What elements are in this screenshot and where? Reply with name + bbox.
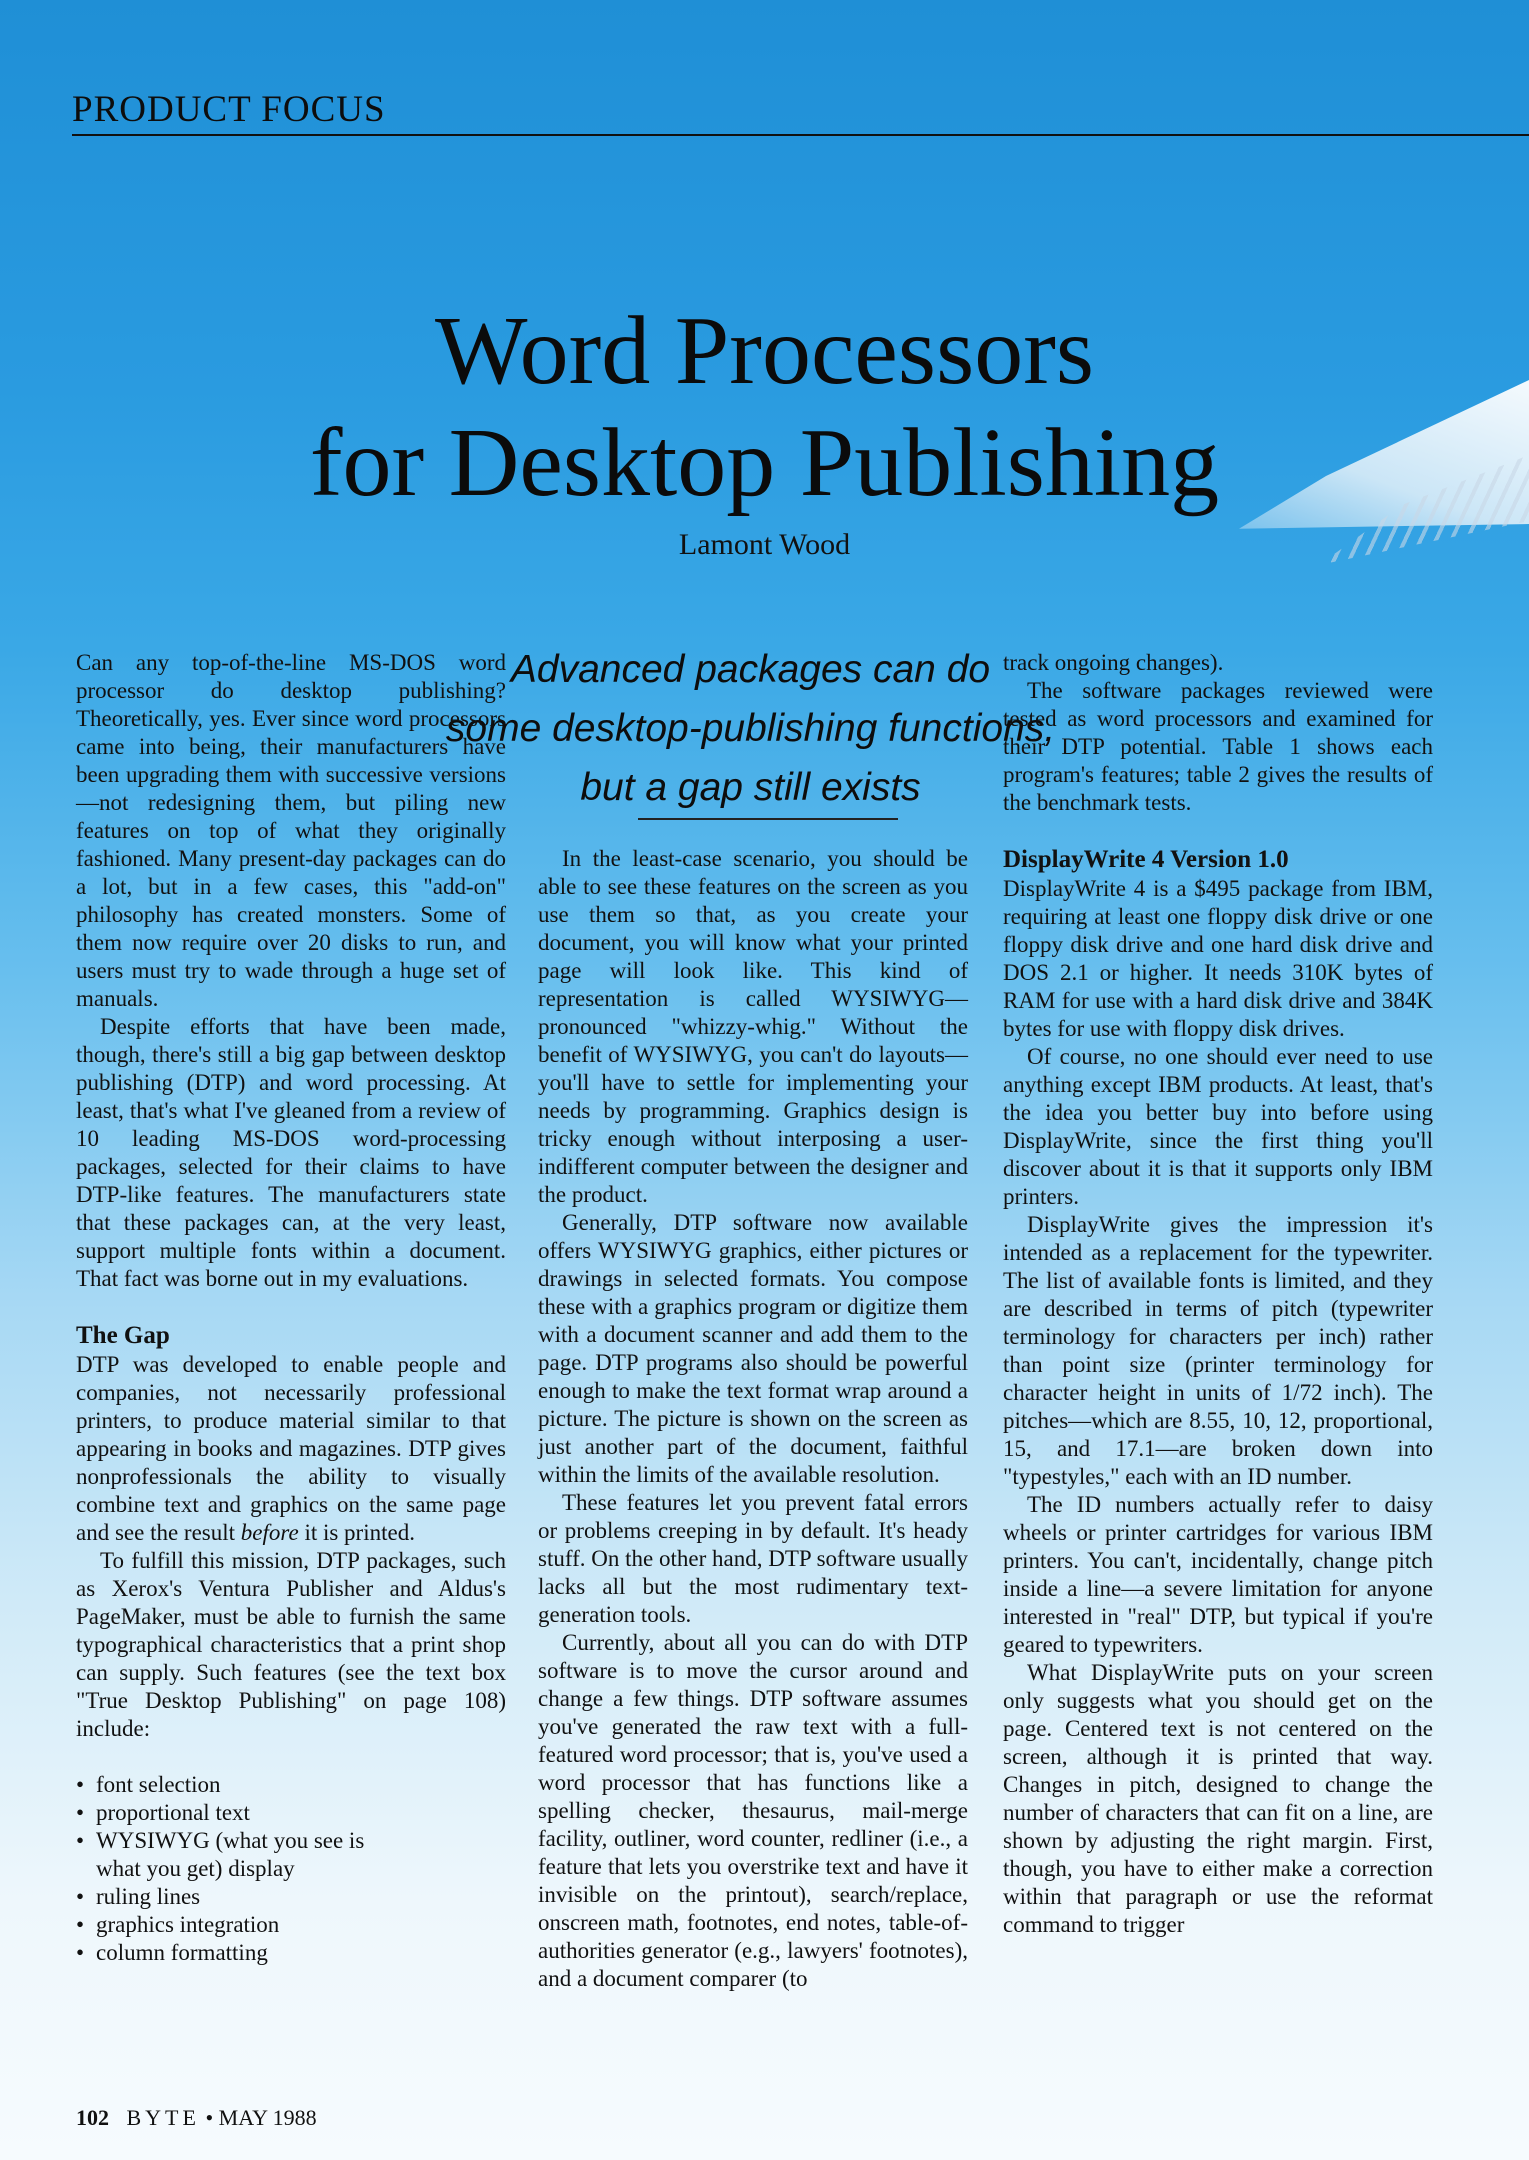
paragraph: DTP was developed to enable people and companies, not necessarily professional printers, to produce material similar to that appearing in books and magazines. DTP gives nonprofessionals the ability to visually combine text and graphics on the same page and see the result before it is printed. xyxy=(76,1352,506,1545)
paragraph: The ID numbers actually refer to daisy wheels or printer cartridges for various IBM printers. You can't, incidentally, change pitch inside a line—a severe limitation for anyone interested in "real" DTP, but typical if you're geared to typewriters. xyxy=(1003,1492,1433,1657)
column-1 xyxy=(76,649,506,1967)
list-item: • WYSIWYG (what you see is what you get) display xyxy=(76,1828,365,1881)
issue-date: MAY 1988 xyxy=(218,2105,317,2130)
subheading-displaywrite: DisplayWrite 4 Version 1.0 xyxy=(1003,846,1289,873)
list-item: • proportional text xyxy=(76,1800,250,1825)
deck-line-1: Advanced packages can do xyxy=(510,648,991,691)
column-2 xyxy=(538,845,968,1993)
paragraph: What DisplayWrite puts on your screen only suggests what you should get on the page. Centered text is not centered on the screen, although it is printed that way. Changes in pitch, designed to change the number of characters that can fit on a line, are shown by adjusting the right margin. First, though, you have to either make a correction within that paragraph or use the reformat command to trigger xyxy=(1003,1660,1433,1937)
page-number: 102 xyxy=(76,2105,109,2130)
deck-divider xyxy=(638,818,898,820)
footer-separator: • xyxy=(205,2105,214,2130)
list-item: • ruling lines xyxy=(76,1884,201,1909)
paragraph: Currently, about all you can do with DTP software is to move the cursor around and change a few things. DTP software assumes you've generated the raw text with a full-featured word processor; that is, you've used a word processor that has functions like a spelling checker, thesaurus, mail-merge facility, outliner, word counter, redliner (i.e., a feature that lets you overstrike text and have it invisible on the printout), search/replace, onscreen math, footnotes, end notes, table-of-authorities generator (e.g., lawyers' footnotes), and a document comparer (to xyxy=(538,1630,968,1991)
paragraph: These features let you prevent fatal errors or problems creeping in by default. It's heady stuff. On the other hand, DTP software usually lacks all but the most rudimentary text-generation tools. xyxy=(538,1490,968,1627)
paragraph: The software packages reviewed were tested as word processors and examined for their DTP potential. Table 1 shows each program's features; table 2 gives the results of the benchmark tests. xyxy=(1003,678,1433,815)
paragraph: Despite efforts that have been made, though, there's still a big gap between desktop publishing (DTP) and word processing. At least, that's what I've gleaned from a review of 10 leading MS-DOS word-processing packages, selected for their claims to have DTP-like features. The manufacturers state that these packages can, at the very least, support multiple fonts within a document. That fact was borne out in my evaluations. xyxy=(76,1014,506,1291)
paragraph: In the least-case scenario, you should be able to see these features on the screen as you use them so that, as you create your document, you will know what your printed page will look like. This kind of representation is called WYSIWYG—pronounced "whizzy-whig." Without the benefit of WYSIWYG, you can't do layouts—you'll have to settle for implementing your needs by programming. Graphics design is tricky enough without interposing a user-indifferent computer between the designer and the product. xyxy=(538,846,968,1207)
paragraph: Of course, no one should ever need to use anything except IBM products. At least, that's the idea you better buy into before using DisplayWrite, since the first thing you'll discover about it is that it supports only IBM printers. xyxy=(1003,1044,1433,1209)
feature-list xyxy=(76,1771,506,1967)
paragraph: track ongoing changes). xyxy=(1003,650,1224,675)
title-line-2: for Desktop Publishing xyxy=(309,409,1220,517)
article-deck xyxy=(438,640,1063,817)
page-footer xyxy=(76,2105,317,2131)
column-3 xyxy=(1003,649,1433,1939)
title-line-1: Word Processors xyxy=(435,297,1094,405)
list-item: • column formatting xyxy=(76,1940,268,1965)
list-item: • font selection xyxy=(76,1772,221,1797)
section-heading: PRODUCT FOCUS xyxy=(72,88,1529,136)
paragraph: DisplayWrite gives the impression it's intended as a replacement for the typewriter. The list of available fonts is limited, and they are described in terms of pitch (typewriter terminology for characters per inch) rather than point size (printer terminology for character height in units of 1/72 inch). The pitches—which are 8.55, 10, 12, proportional, 15, and 17.1—are broken down into "typestyles," each with an ID number. xyxy=(1003,1212,1433,1489)
deck-line-3: but a gap still exists xyxy=(580,766,921,809)
paragraph: DisplayWrite 4 is a $495 package from IBM, requiring at least one floppy disk drive or one floppy disk drive and one hard disk drive and DOS 2.1 or higher. It needs 310K bytes of RAM for use with a hard disk drive and 384K bytes for use with floppy disk drives. xyxy=(1003,876,1433,1041)
paragraph: Can any top-of-the-line MS-DOS word processor do desktop publishing? Theoretically, yes. Ever since word processors came into being, their manufacturers have been upgrading them with successive versions—not redesigning them, but piling new features on top of what they originally fashioned. Many present-day packages can do a lot, but in a few cases, this "add-on" philosophy has created monsters. Some of them now require over 20 disks to run, and users must try to wade through a huge set of manuals. xyxy=(76,650,506,1011)
paragraph: To fulfill this mission, DTP packages, such as Xerox's Ventura Publisher and Aldus's PageMaker, must be able to furnish the same typographical characteristics that a print shop can supply. Such features (see the text box "True Desktop Publishing" on page 108) include: xyxy=(76,1548,506,1741)
author-byline: Lamont Wood xyxy=(678,528,851,561)
article-title xyxy=(0,295,1529,519)
deck-line-2: some desktop-publishing functions, xyxy=(445,707,1056,750)
subheading-the-gap: The Gap xyxy=(76,1322,170,1349)
paragraph: Generally, DTP software now available offers WYSIWYG graphics, either pictures or drawings in selected formats. You compose these with a graphics program or digitize them with a document scanner and add them to the page. DTP programs also should be powerful enough to make the text format wrap around a picture. The picture is shown on the screen as just another part of the document, faithful within the limits of the available resolution. xyxy=(538,1210,968,1487)
list-item: • graphics integration xyxy=(76,1912,280,1937)
magazine-name: BYTE xyxy=(126,2105,200,2130)
